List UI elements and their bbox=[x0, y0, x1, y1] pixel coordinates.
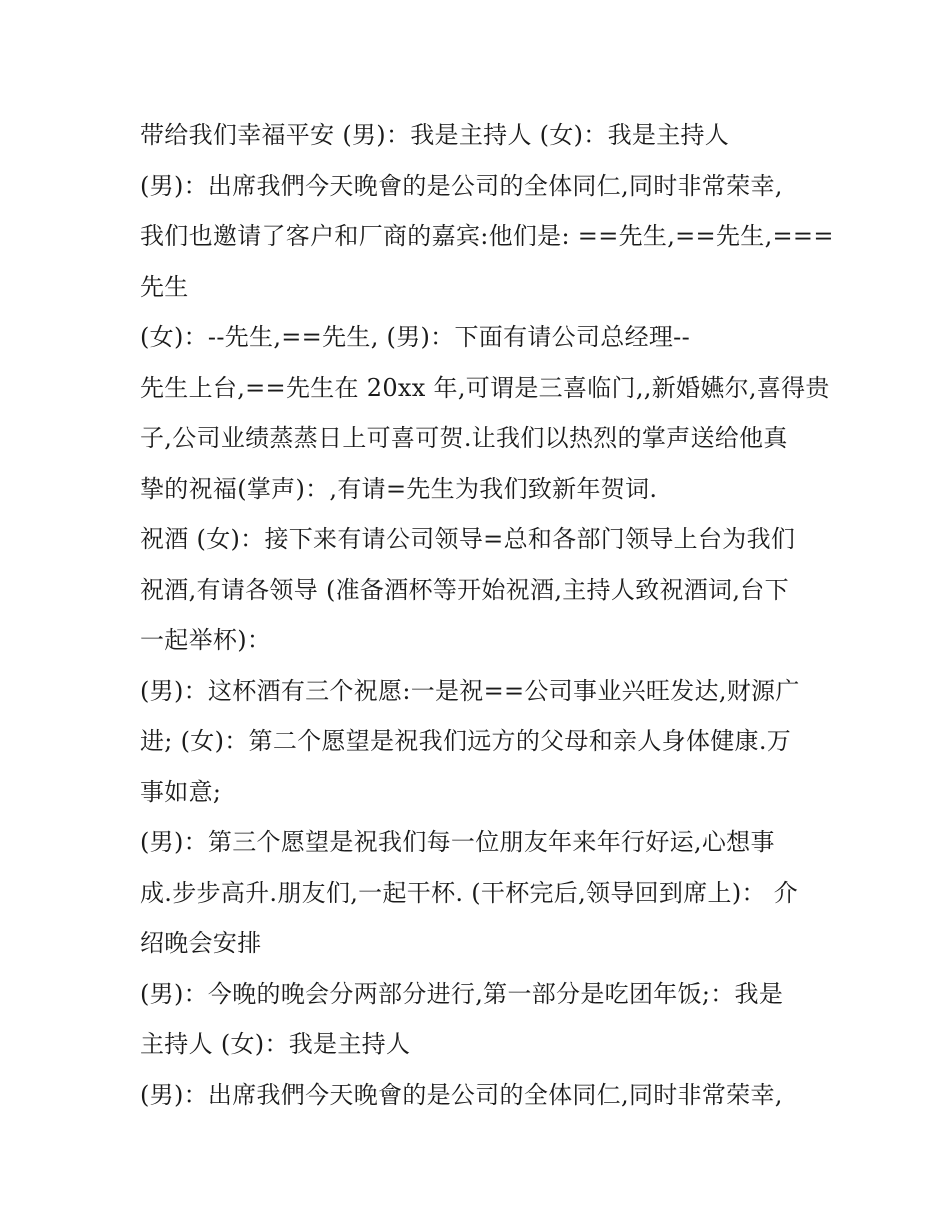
text-line: 成.步步高升.朋友们,一起干杯. (干杯完后,领导回到席上)： 介 bbox=[140, 878, 799, 907]
text-line: 挚的祝福(掌声)：,有请=先生为我们致新年贺词. bbox=[140, 474, 658, 503]
text-line: (男)：出席我們今天晚會的是公司的全体同仁,同时非常荣幸, bbox=[140, 171, 783, 200]
text-line: (男)：出席我們今天晚會的是公司的全体同仁,同时非常荣幸, bbox=[140, 1080, 783, 1109]
text-line: 进; (女)：第二个愿望是祝我们远方的父母和亲人身体健康.万 bbox=[140, 727, 792, 755]
document-body bbox=[140, 110, 834, 1120]
text-line: 先生上台,==先生在 20xx 年,可谓是三喜临门,,新婚嬿尔,喜得贵 bbox=[140, 373, 830, 402]
text-line: 先生 bbox=[140, 272, 189, 301]
text-line: 绍晚会安排 bbox=[140, 929, 262, 957]
text-line: 一起举杯)： bbox=[140, 626, 272, 654]
text-line: 主持人 (女)：我是主持人 bbox=[140, 1030, 411, 1058]
text-line: 我们也邀请了客户和厂商的嘉宾:他们是: ==先生,==先生,=== bbox=[140, 222, 834, 250]
text-line: 事如意; bbox=[140, 777, 222, 806]
text-line: 带给我们幸福平安 (男)：我是主持人 (女)：我是主持人 bbox=[140, 121, 730, 149]
text-line: (男)：第三个愿望是祝我们每一位朋友年来年行好运,心想事 bbox=[140, 828, 775, 856]
text-line: (女)：--先生,==先生, (男)：下面有请公司总经理-- bbox=[140, 323, 690, 351]
text-line: 祝酒 (女)：接下来有请公司领导=总和各部门领导上台为我们 bbox=[140, 525, 796, 553]
text-line: 祝酒,有请各领导 (准备酒杯等开始祝酒,主持人致祝酒词,台下 bbox=[140, 575, 789, 604]
text-line: 子,公司业绩蒸蒸日上可喜可贺.让我们以热烈的掌声送给他真 bbox=[140, 424, 788, 452]
text-line: (男)：今晚的晚会分两部分进行,第一部分是吃团年饭;：我是 bbox=[140, 979, 784, 1008]
text-line: (男)：这杯酒有三个祝愿:一是祝==公司事业兴旺发达,财源广 bbox=[140, 676, 800, 705]
